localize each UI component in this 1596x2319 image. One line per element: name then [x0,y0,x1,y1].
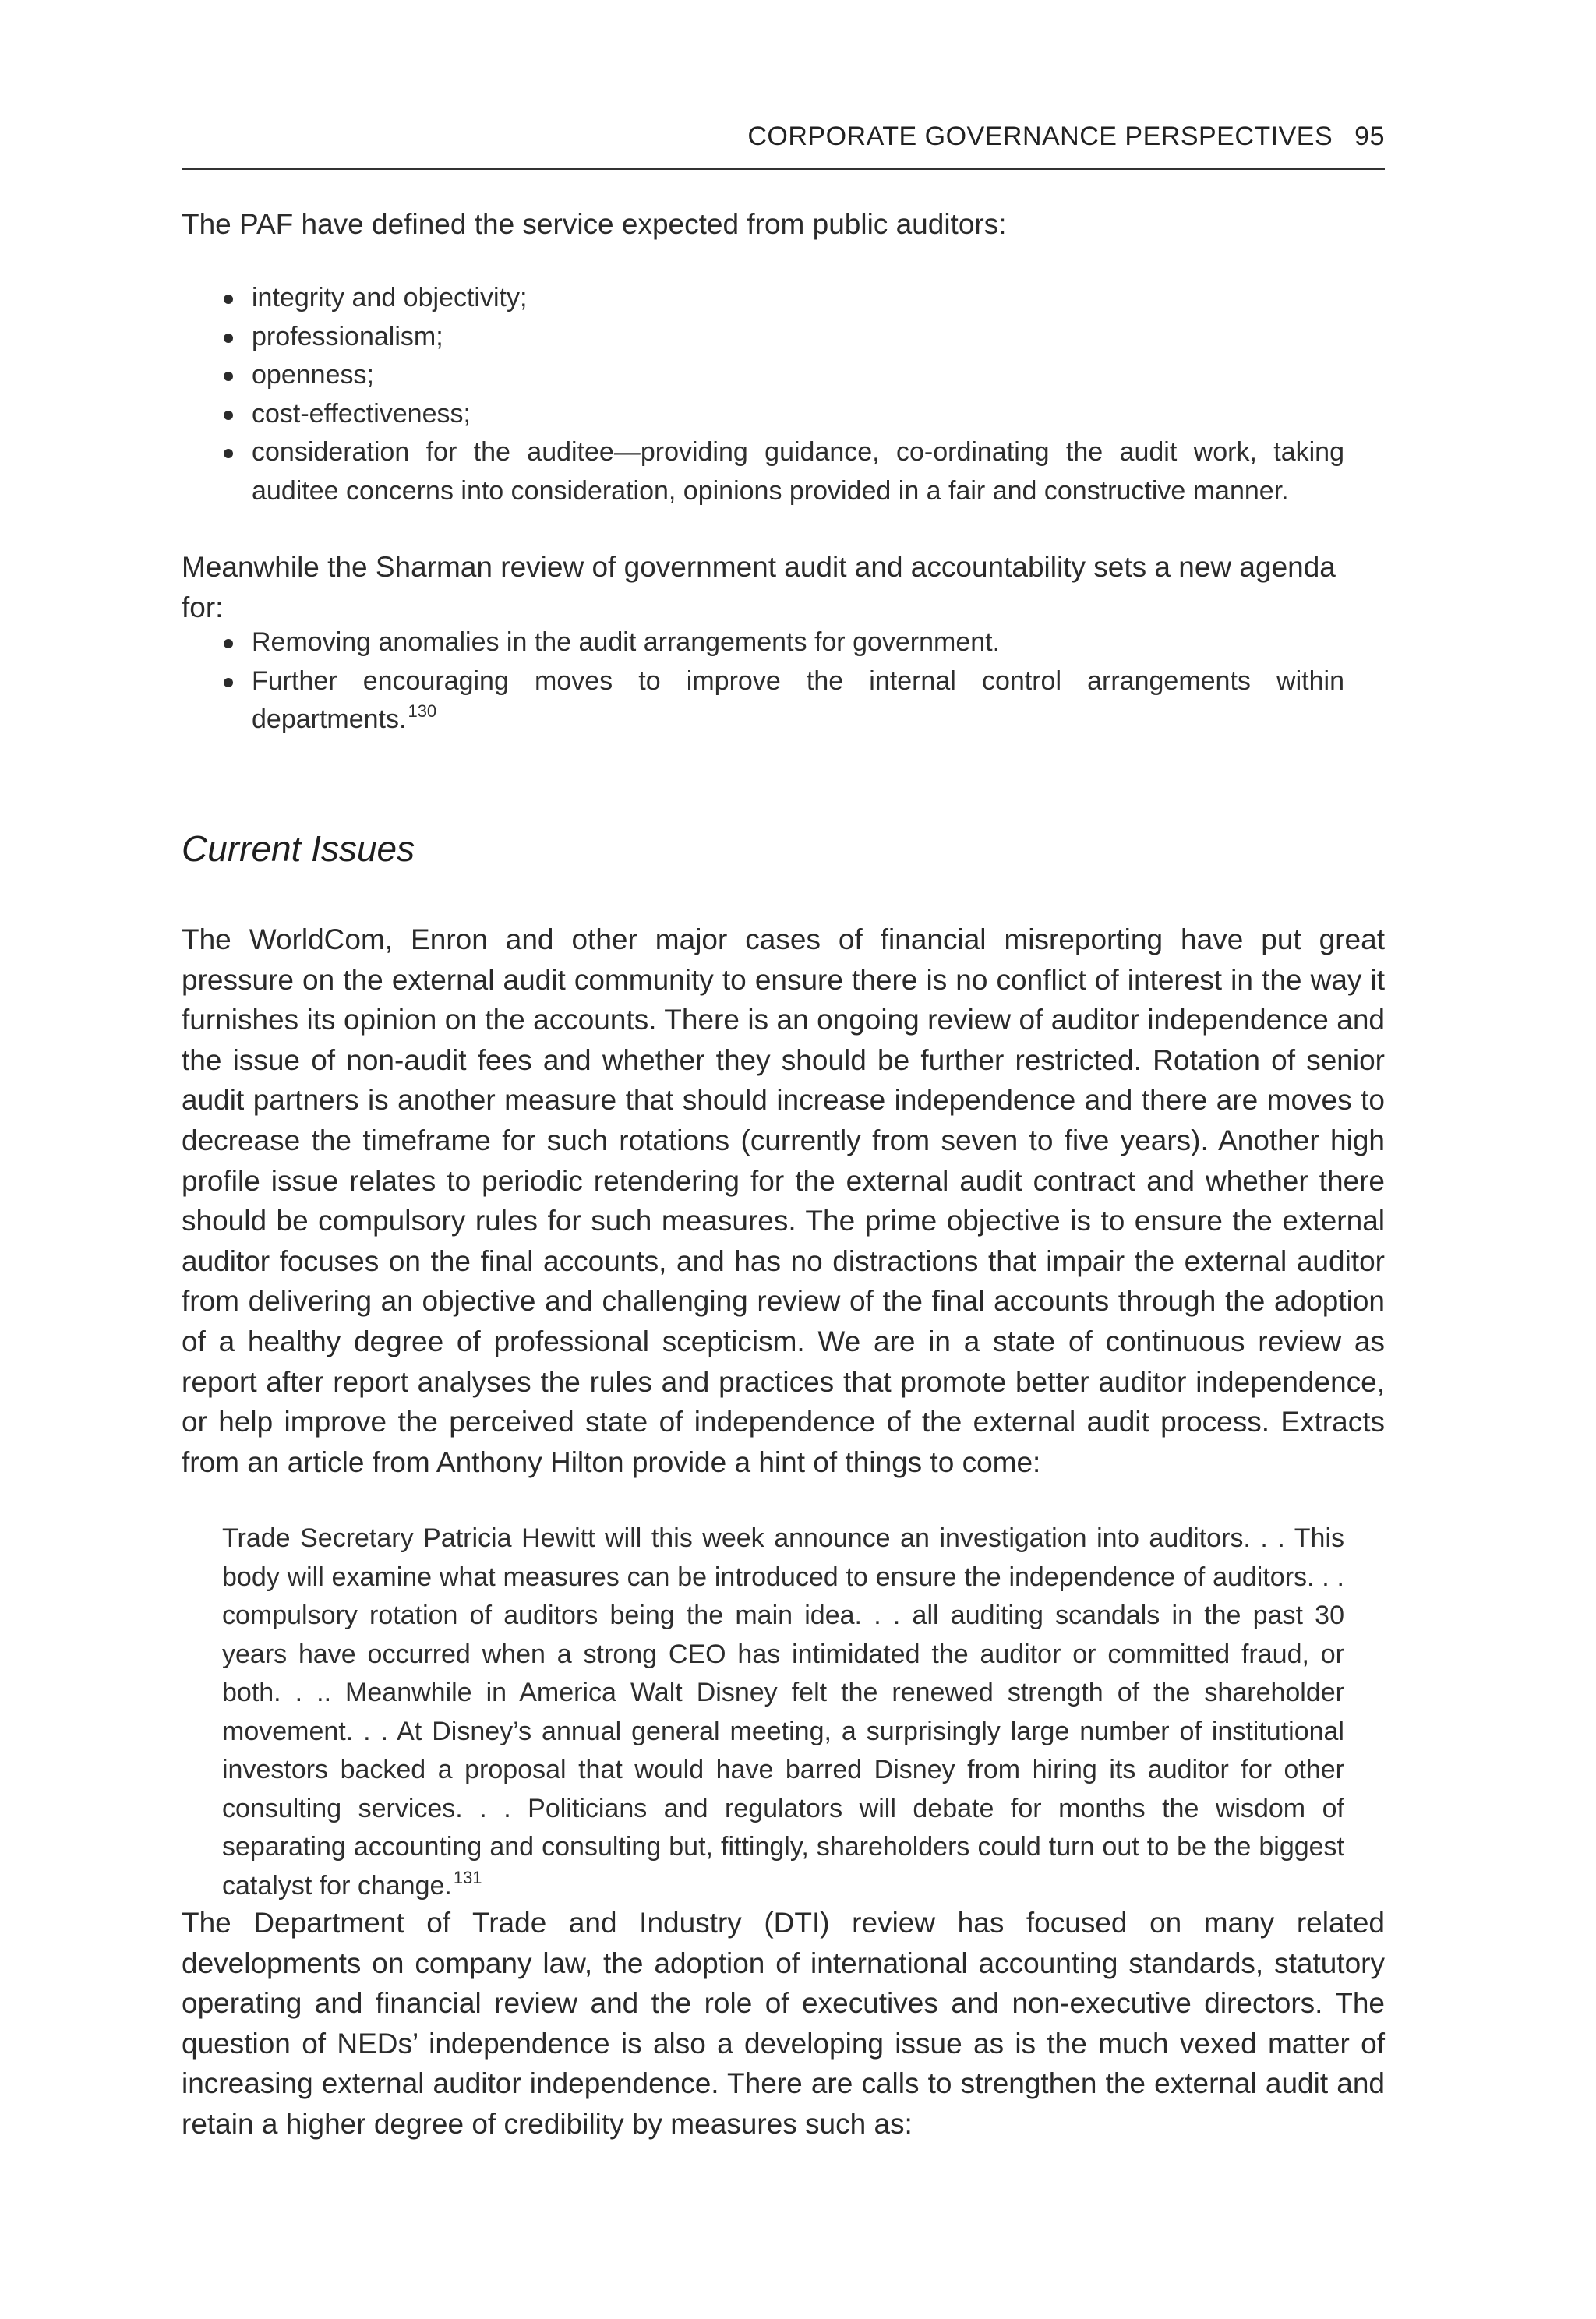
list-item: integrity and objectivity; [222,279,1344,318]
list-item [222,662,1344,739]
list-item: consideration for the auditee—providing guidance, co-ordinating the audit work, taking auditee concerns into consideration, opinions provided in a fair and constructive manner. [222,433,1344,510]
dti-paragraph: The Department of Trade and Industry (DTI) review has focused on many related developments on company law, the adoption of international accounting standards, statutory operating and financial review and the role of executives and non-executive directors. The question of NEDs’ independence is also a developing issue as is the much vexed matter of increasing external auditor independence. There are calls to strengthen the external audit and retain a higher degree of credibility by measures such as: [182,1907,1385,2140]
section-heading: Current Issues [182,828,415,869]
running-header [182,117,1385,170]
book-page [182,0,1385,2319]
running-header-text [747,122,1385,152]
page-number: 95 [1354,122,1385,151]
footnote-marker: 131 [453,1867,482,1887]
sharman-agenda-list [222,623,1344,739]
list-item: Removing anomalies in the audit arrangements for government. [222,623,1344,662]
sharman-paragraph: Meanwhile the Sharman review of government audit and accountability sets a new agenda for: [182,551,1336,623]
list-item: cost-effectiveness; [222,395,1344,434]
footnote-marker: 130 [408,701,437,721]
list-item: professionalism; [222,318,1344,357]
list-item: openness; [222,356,1344,395]
quote-text: Trade Secretary Patricia Hewitt will this week announce an investigation into auditors. . . This body will examine what measures can be introduced to ensure the independence of auditors. . . compulsory rotation of auditors being the main idea. . . all auditing scandals in the past 30 years have occurred when a strong CEO has intimidated the auditor or committed fraud, or both. . .. Meanwhile in America Walt Disney felt the renewed strength of the shareholder movement. . . At Disney’s annual general meeting, a surprisingly large number of institutional investors backed a proposal that would have barred Disney from hiring its auditor for other consulting services. . . Politicians and regulators will debate for months the wisdom of separating accounting and consulting but, fittingly, shareholders could turn out to be the biggest catalyst for change. [222,1523,1344,1901]
intro-paragraph: The PAF have defined the service expected from public auditors: [182,208,1007,240]
block-quote [222,1520,1344,1905]
paf-service-list [222,279,1344,510]
running-header-title: CORPORATE GOVERNANCE PERSPECTIVES [747,122,1333,151]
current-issues-paragraph: The WorldCom, Enron and other major cases of financial misreporting have put great pressure on the external audit community to ensure there is no conflict of interest in the way it furnishes its opinion on the accounts. There is an ongoing review of auditor independence and the issue of non-audit fees and whether they should be further restricted. Rotation of senior audit partners is another measure that should increase independence and there are moves to decrease the timeframe for such rotations (currently from seven to five years). Another high profile issue relates to periodic retendering for the external audit contract and whether there should be compulsory rules for such measures. The prime objective is to ensure the external auditor focuses on the final accounts, and has no distractions that impair the external auditor from delivering an objective and challenging review of the final accounts through the adoption of a healthy degree of professional scepticism. We are in a state of continuous review as report after report analyses the rules and practices that promote better auditor independence, or help improve the perceived state of independence of the external audit process. Extracts from an article from Anthony Hilton provide a hint of things to come: [182,923,1385,1478]
list-item-text: Further encouraging moves to improve the internal control arrangements within departments. [252,665,1344,734]
